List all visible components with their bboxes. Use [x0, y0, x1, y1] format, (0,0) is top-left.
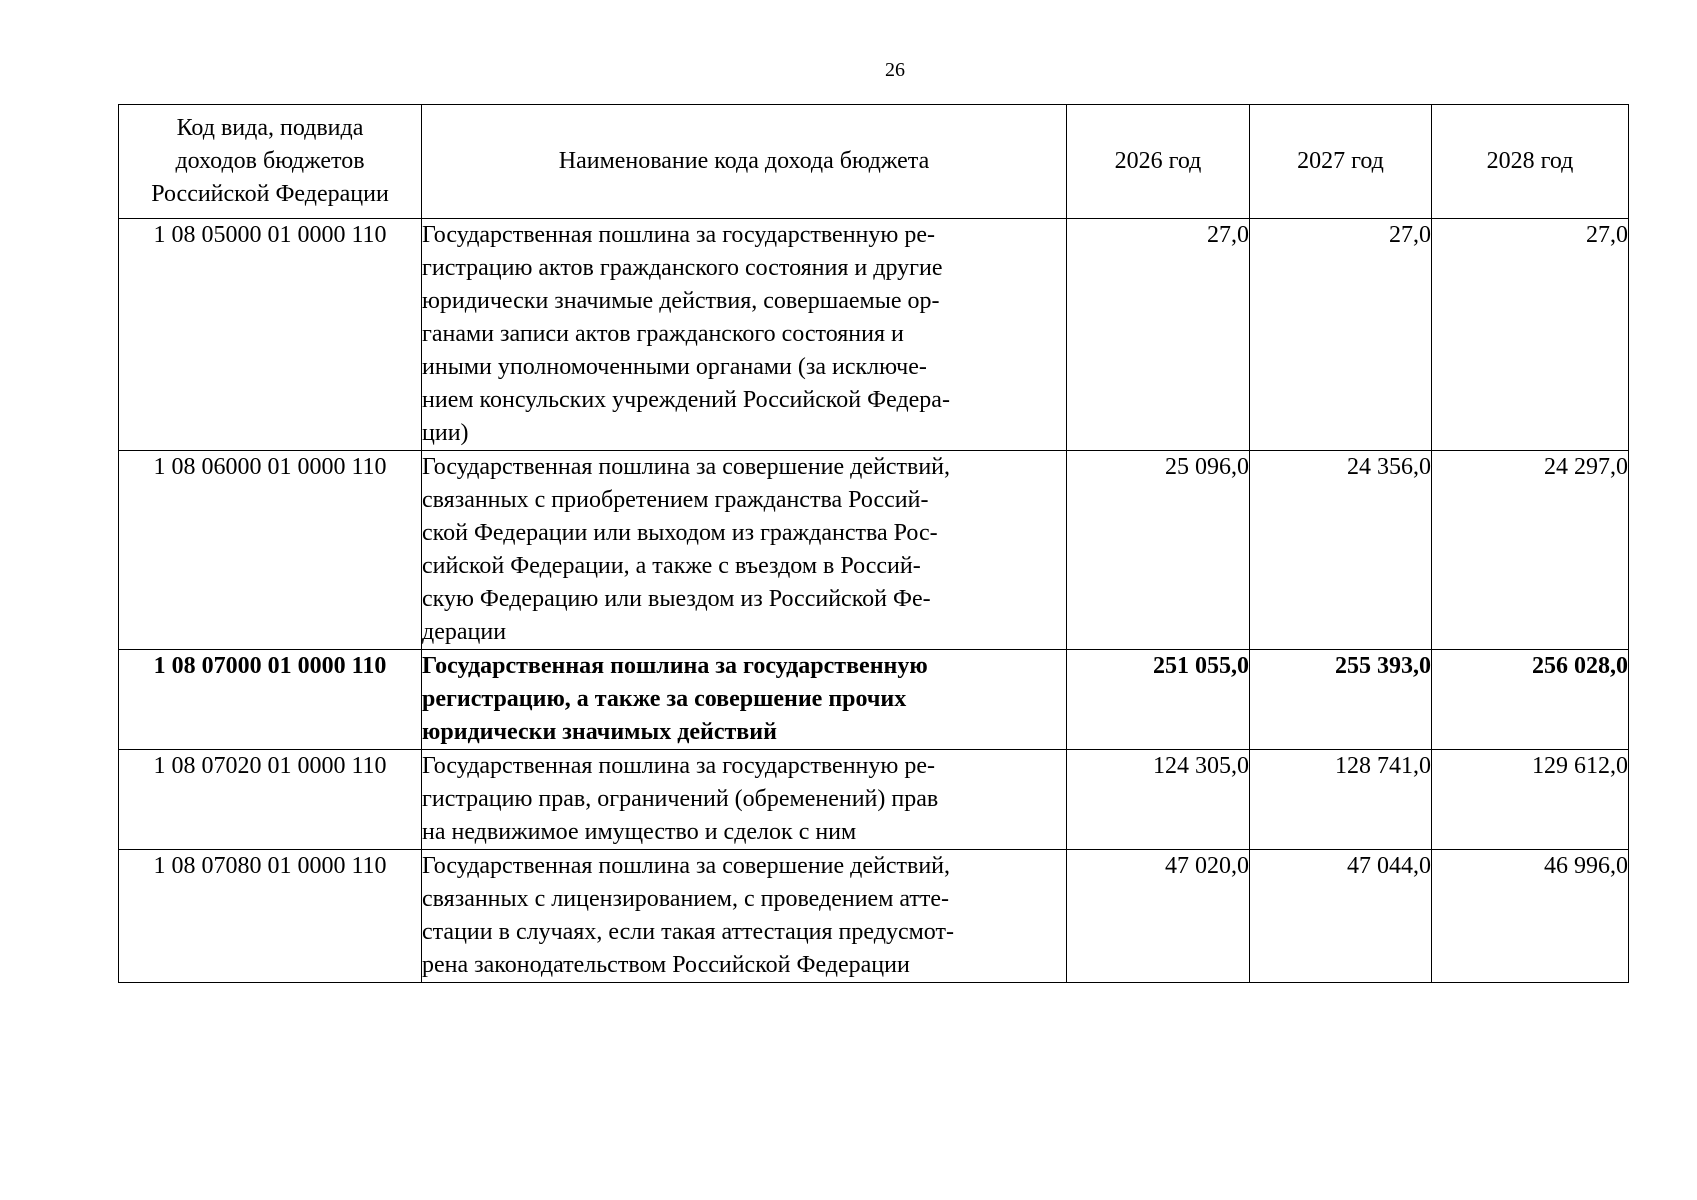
- revenue-name-line: Государственная пошлина за совершение действий,: [422, 853, 951, 879]
- revenue-name-line: Государственная пошлина за совершение действий,: [422, 454, 951, 480]
- amount-y2027-cell: 47 044,0: [1250, 850, 1432, 983]
- amount-y2026-cell: 124 305,0: [1067, 750, 1250, 850]
- table-row: [119, 451, 1629, 650]
- revenue-name-line: дерации: [422, 619, 507, 645]
- amount-y2027-cell: 128 741,0: [1250, 750, 1432, 850]
- revenue-name-line: регистрацию, а также за совершение прочих: [422, 686, 907, 712]
- revenue-name-line: ской Федерации или выходом из гражданства Рос-: [422, 520, 938, 546]
- amount-y2026-cell: 25 096,0: [1067, 451, 1250, 650]
- revenue-name-line: иными уполномоченными органами (за исключе-: [422, 354, 927, 380]
- revenue-name-line: рена законодательством Российской Федерации: [422, 952, 910, 978]
- revenue-name-line: связанных с приобретением гражданства Россий-: [422, 487, 929, 513]
- header-code: [119, 105, 422, 219]
- revenue-name-cell: [422, 850, 1067, 983]
- amount-y2028-cell: 24 297,0: [1432, 451, 1629, 650]
- header-name: Наименование кода дохода бюджета: [422, 105, 1067, 219]
- header-code-line: Российской Федерации: [151, 181, 389, 207]
- revenue-name-line: ганами записи актов гражданского состояния и: [422, 321, 904, 347]
- revenue-name-cell: [422, 451, 1067, 650]
- revenue-code-cell: 1 08 07020 01 0000 110: [119, 750, 422, 850]
- revenue-code-cell: 1 08 07080 01 0000 110: [119, 850, 422, 983]
- header-year-2028: 2028 год: [1432, 105, 1629, 219]
- header-year-2026: 2026 год: [1067, 105, 1250, 219]
- table-row: [119, 650, 1629, 750]
- amount-y2028-cell: 46 996,0: [1432, 850, 1629, 983]
- revenue-name-line: Государственная пошлина за государственную: [422, 653, 928, 679]
- header-code-line: доходов бюджетов: [175, 148, 365, 174]
- table-header-row: [119, 105, 1629, 219]
- amount-y2026-cell: 47 020,0: [1067, 850, 1250, 983]
- table-body: [119, 219, 1629, 983]
- revenue-name-line: Государственная пошлина за государственную ре-: [422, 753, 935, 779]
- budget-revenue-table: [118, 104, 1629, 983]
- revenue-name-line: скую Федерацию или выездом из Российской Фе-: [422, 586, 931, 612]
- revenue-name-cell: [422, 750, 1067, 850]
- revenue-name-line: юридически значимых действий: [422, 719, 777, 745]
- revenue-name-cell: [422, 650, 1067, 750]
- amount-y2026-cell: 27,0: [1067, 219, 1250, 451]
- revenue-name-line: юридически значимые действия, совершаемые ор-: [422, 288, 940, 314]
- amount-y2027-cell: 24 356,0: [1250, 451, 1432, 650]
- table-row: [119, 219, 1629, 451]
- amount-y2027-cell: 27,0: [1250, 219, 1432, 451]
- page-number: 26: [885, 59, 905, 81]
- revenue-code-cell: 1 08 05000 01 0000 110: [119, 219, 422, 451]
- header-year-2027: 2027 год: [1250, 105, 1432, 219]
- revenue-name-line: гистрацию актов гражданского состояния и другие: [422, 255, 943, 281]
- amount-y2027-cell: 255 393,0: [1250, 650, 1432, 750]
- revenue-name-line: стации в случаях, если такая аттестация предусмот-: [422, 919, 954, 945]
- revenue-name-line: на недвижимое имущество и сделок с ним: [422, 819, 857, 845]
- revenue-name-line: ции): [422, 420, 469, 446]
- table-row: [119, 850, 1629, 983]
- revenue-name-line: гистрацию прав, ограничений (обременений) прав: [422, 786, 939, 812]
- revenue-name-line: сийской Федерации, а также с въездом в Россий-: [422, 553, 921, 579]
- revenue-name-cell: [422, 219, 1067, 451]
- amount-y2028-cell: 256 028,0: [1432, 650, 1629, 750]
- revenue-name-line: Государственная пошлина за государственную ре-: [422, 222, 935, 248]
- revenue-code-cell: 1 08 07000 01 0000 110: [119, 650, 422, 750]
- amount-y2028-cell: 27,0: [1432, 219, 1629, 451]
- revenue-code-cell: 1 08 06000 01 0000 110: [119, 451, 422, 650]
- header-code-line: Код вида, подвида: [176, 115, 364, 141]
- revenue-name-line: нием консульских учреждений Российской Федера-: [422, 387, 950, 413]
- amount-y2028-cell: 129 612,0: [1432, 750, 1629, 850]
- amount-y2026-cell: 251 055,0: [1067, 650, 1250, 750]
- table-row: [119, 750, 1629, 850]
- revenue-name-line: связанных с лицензированием, с проведением атте-: [422, 886, 950, 912]
